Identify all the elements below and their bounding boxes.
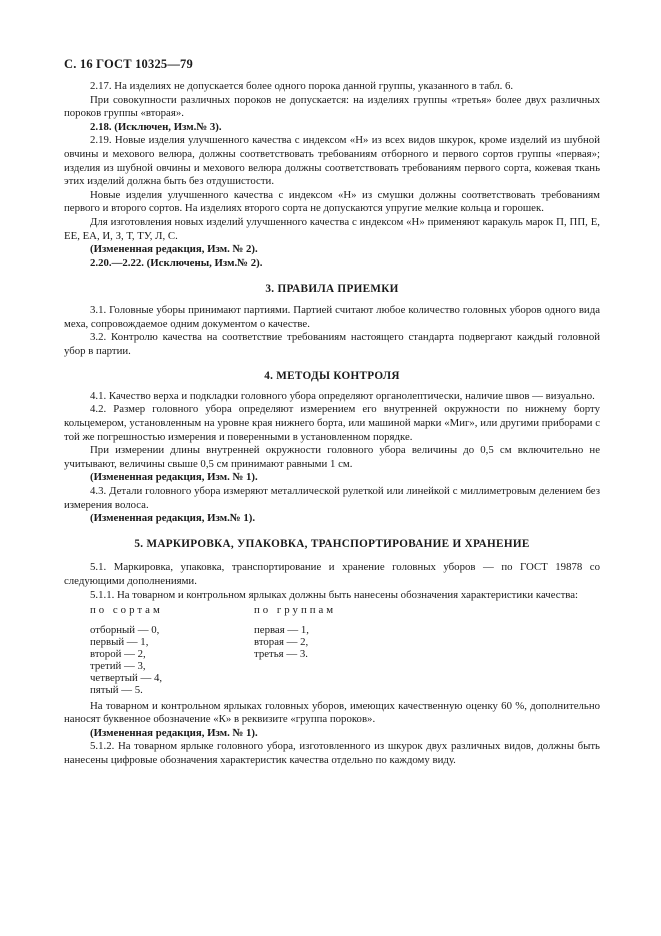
clause-2-20-2-22: 2.20.—2.22. (Исключены, Изм.№ 2). (90, 256, 263, 269)
list-item: первая — 1, (254, 624, 309, 637)
groups-title: по группам (254, 604, 337, 617)
clause-2-17-cont: При совокупности различных пороков не допускается: на изделиях группы «третья» более двух различных пороков группы «вторая». (64, 93, 600, 120)
clause-5-1-1: 5.1.1. На товарном и контрольном ярлыках должны быть нанесены обозначения характеристики качества: (90, 588, 579, 601)
clause-3-1: 3.1. Головные уборы принимают партиями. Партией считают любое количество головных уборов одного вида меха, сопровождаемое одним документом о качестве. (64, 303, 600, 330)
clause-2-18: 2.18. (Исключен, Изм.№ 3). (90, 120, 222, 133)
clause-5-1-1-cont: На товарном и контрольном ярлыках головных уборов, имеющих качественную оценку 60 %, дополнительно наносят буквенное обозначение «К» в реквизите «группа пороков». (64, 699, 600, 726)
list-item: четвертый — 4, (90, 671, 163, 684)
page-header: С. 16 ГОСТ 10325—79 (64, 57, 193, 71)
amendment-note: (Измененная редакция, Изм. № 2). (90, 243, 258, 256)
clause-2-19-karakul: Для изготовления новых изделий улучшенного качества с индексом «Н» применяют каракуль марок П, ПП, Е, ЕЕ, ЕА, И, З, Т, ТУ, Л, С. (64, 215, 600, 242)
clause-3-2: 3.2. Контролю качества на соответствие требованиям настоящего стандарта подвергают каждый головной убор в партии. (64, 331, 600, 357)
clause-2-17: 2.17. На изделиях не допускается более одного порока данной группы, указанного в табл. 6. (90, 80, 514, 92)
clause-4-3: 4.3. Детали головного убора измеряют металлической рулеткой или линейкой с миллиметровым делением без измерения волоса. (64, 485, 600, 511)
section-3-heading: 3. ПРАВИЛА ПРИЕМКИ (265, 283, 399, 296)
section-4-heading: 4. МЕТОДЫ КОНТРОЛЯ (264, 370, 400, 383)
list-item: третья — 3. (254, 647, 308, 660)
section-5-heading: 5. МАРКИРОВКА, УПАКОВКА, ТРАНСПОРТИРОВАНИЕ И ХРАНЕНИЕ (134, 537, 530, 550)
amendment-note: (Измененная редакция, Изм.№ 1). (90, 512, 256, 525)
clause-5-1-2: 5.1.2. На товарном ярлыке головного убора, изготовленного из шкурок двух различных видов, должны быть нанесены цифровые обозначения характеристик качества отдельно по каждому виду. (64, 740, 600, 766)
groups-column (254, 605, 418, 696)
clause-4-2-cont: При измерении длины внутренней окружности головного убора величины до 0,5 см включительно не учитывают, величины свыше 0,5 см принимают равными 1 см. (64, 444, 600, 470)
amendment-note: (Измененная редакция, Изм. № 1). (90, 471, 258, 484)
clause-5-1: 5.1. Маркировка, упаковка, транспортирование и хранение головных уборов — по ГОСТ 19878 со следующими дополнениями. (64, 561, 600, 587)
list-item: первый — 1, (90, 636, 149, 648)
clause-2-19-cont: Новые изделия улучшенного качества с индексом «Н» из смушки должны соответствовать требованиям первого и второго сортов. На изделиях второго сорта не допускаются упругие мелкие кольца и горошек. (64, 188, 600, 215)
clause-4-1: 4.1. Качество верха и подкладки головного убора определяют органолептически, наличие швов — визуально. (90, 389, 595, 402)
list-item: пятый — 5. (90, 683, 143, 696)
sorts-column (90, 605, 254, 696)
clause-4-2: 4.2. Размер головного убора определяют измерением его внутренней окружности по нижнему борту кольцемером, установленным на уровне края нижнего борта, или машиной марки «Миг», или другими приборами с той же погрешностью измерения и поверенными в установленном порядке. (64, 403, 600, 443)
amendment-note: (Измененная редакция, Изм. № 1). (90, 726, 258, 739)
document-body (64, 80, 600, 768)
list-item: третий — 3, (90, 659, 146, 672)
list-item: отборный — 0, (90, 624, 160, 637)
quality-grades-list (90, 605, 600, 696)
list-item: второй — 2, (90, 647, 146, 660)
list-item: вторая — 2, (254, 636, 309, 648)
clause-2-19: 2.19. Новые изделия улучшенного качества с индексом «Н» из всех видов шкурок, кроме изделий из шубной овчины и мехового велюра, должны соответствовать требованиям отборного и первого сортов группы «первая»; изделия из шубной овчины и мехового велюра должны соответствовать требованиям первого сорта, кожевая ткань этих изделий должна быть без отдушистости. (64, 134, 600, 188)
sorts-title: по сортам (90, 604, 163, 617)
